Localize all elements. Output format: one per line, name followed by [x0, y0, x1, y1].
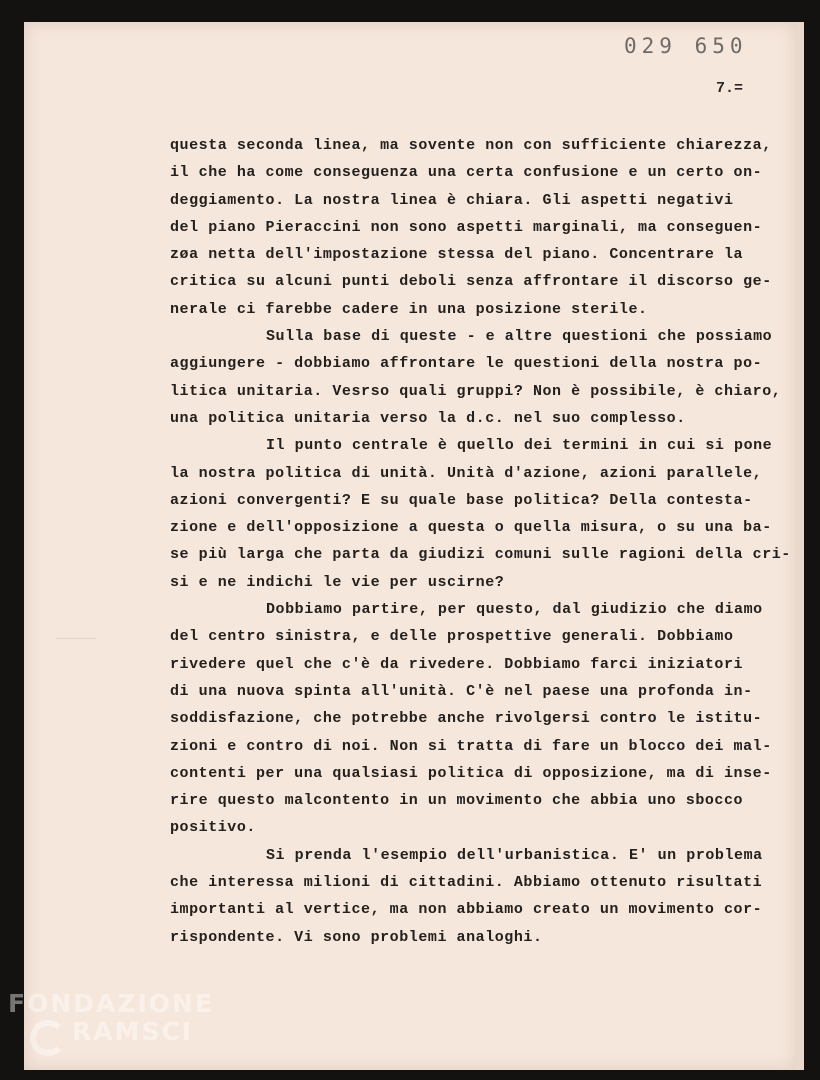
text-line: nerale ci farebbe cadere in una posizione sterile.: [170, 300, 648, 318]
text-line: Si prenda l'esempio dell'urbanistica. E' un problema: [266, 846, 763, 864]
text-line: la nostra politica di unità. Unità d'azione, azioni parallele,: [170, 464, 763, 482]
page-edge: [796, 22, 804, 1070]
body-text: [170, 132, 790, 951]
text-line: Dobbiamo partire, per questo, dal giudizio che diamo: [266, 601, 763, 619]
text-line: azioni convergenti? E su quale base politica? Della contesta-: [170, 491, 753, 509]
text-line: Il punto centrale è quello dei termini in cui si pone: [266, 437, 773, 455]
text-line: rire questo malcontento in un movimento che abbia uno sbocco: [170, 792, 744, 810]
text-line: il che ha come conseguenza una certa confusione e un certo on-: [170, 164, 763, 182]
text-line: Sulla base di queste - e altre questioni che possiamo: [266, 328, 773, 346]
text-line: critica su alcuni punti deboli senza affrontare il discorso ge-: [170, 273, 772, 291]
text-line: positivo.: [170, 819, 256, 837]
text-line: contenti per una qualsiasi politica di opposizione, ma di inse-: [170, 764, 772, 782]
text-line: rivedere quel che c'è da rivedere. Dobbiamo farci iniziatori: [170, 655, 744, 673]
text-line: una politica unitaria verso la d.c. nel suo complesso.: [170, 409, 686, 427]
text-line: si e ne indichi le vie per uscirne?: [170, 573, 505, 591]
text-line: litica unitaria. Vesrso quali gruppi? Non è possibile, è chiaro,: [170, 382, 782, 400]
text-line: zioni e contro di noi. Non si tratta di fare un blocco dei mal-: [170, 737, 772, 755]
text-line: zione e dell'opposizione a questa o quella misura, o su una ba-: [170, 519, 772, 537]
text-line: questa seconda linea, ma sovente non con sufficiente chiarezza,: [170, 137, 772, 154]
text-line: deggiamento. La nostra linea è chiara. Gli aspetti negativi: [170, 191, 734, 209]
archive-number: 029 650: [624, 34, 748, 58]
text-line: importanti al vertice, ma non abbiamo creato un movimento cor-: [170, 901, 763, 919]
text-line: rispondente. Vi sono problemi analoghi.: [170, 928, 543, 946]
fondazione-gramsci-watermark: [8, 990, 214, 1046]
watermark-line-1: FONDAZIONE: [8, 989, 215, 1018]
page-number: 7.=: [716, 80, 744, 97]
text-line: che interessa milioni di cittadini. Abbiamo ottenuto risultati: [170, 874, 763, 892]
text-line: aggiungere - dobbiamo affrontare le questioni della nostra po-: [170, 355, 763, 373]
watermark-line-2: [8, 1018, 214, 1046]
text-line: di una nuova spinta all'unità. C'è nel paese una profonda in-: [170, 682, 753, 700]
text-line: se più larga che parta da giudizi comuni sulle ragioni della cri-: [170, 546, 791, 564]
text-line: del piano Pieraccini non sono aspetti marginali, ma conseguen-: [170, 218, 763, 236]
watermark-line-2-text: RAMSCI: [72, 1017, 194, 1046]
text-line: zøa netta dell'impostazione stessa del piano. Concentrare la: [170, 246, 744, 264]
watermark-g-logo-icon: [30, 1020, 66, 1056]
bleed-through-mark: [56, 628, 96, 639]
text-line: soddisfazione, che potrebbe anche rivolgersi contro le istitu-: [170, 710, 763, 728]
text-line: del centro sinistra, e delle prospettive generali. Dobbiamo: [170, 628, 734, 646]
